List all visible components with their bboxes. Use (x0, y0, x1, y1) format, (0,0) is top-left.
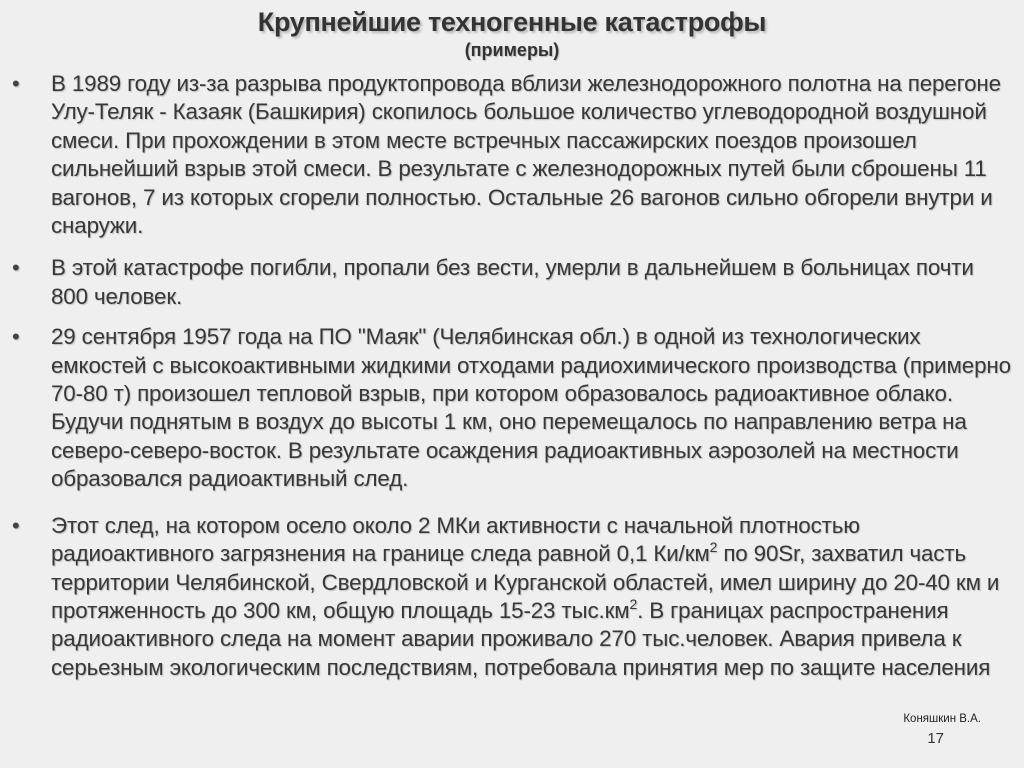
bullet-text: В 1989 году из-за разрыва продуктопровода вблизи железнодорожного полотна на перегоне Улу-Теляк - Казаяк (Башкирия) скопилось большое количество углеводородной воздушной смеси. При прохождении в этом месте встречных пассажирских поездов произошел сильнейший взрыв этой смеси. В результате с железнодорожных путей были сброшены 11 вагонов, 7 из которых сгорели полностью. Остальные 26 вагонов сильно обгорели внутри и снаружи. (51, 71, 1001, 239)
slide-subtitle: (примеры) (464, 40, 560, 60)
bullet-text: В этой катастрофе погибли, пропали без вести, умерли в дальнейшем в больницах почти 800 человек. (51, 255, 974, 309)
superscript: 2 (629, 595, 638, 612)
bullet-text: 29 сентября 1957 года на ПО "Маяк" (Челябинская обл.) в одной из технологических емкостей с высокоактивными жидкими отходами радиохимического производства (примерно 70-80 т) произошел тепловой взрыв, при котором образовалось радиоактивное облако. Будучи поднятым в воздух до высоты 1 км, оно перемещалось по направлению ветра на северо-северо-восток. В результате осаждения радиоактивных аэрозолей на местности образовался радиоактивный след. (51, 324, 1011, 492)
author-credit: Коняшкин В.А. (903, 713, 981, 725)
page-number: 17 (927, 730, 944, 747)
slide-title: Крупнейшие техногенные катастрофы (257, 7, 767, 37)
bullet-text-part: по 90Sr, захватил часть территории Челябинской, Свердловской и Курганской областей, имел ширину до 20-40 км и протяженность до 300 км, общую площадь 15-23 тыс.км (51, 541, 1000, 623)
bullet-item (8, 70, 1016, 240)
bullet-marker: • (12, 255, 20, 281)
bullet-item (8, 323, 1016, 493)
bullet-marker: • (12, 324, 20, 350)
bullet-item (8, 512, 1016, 682)
bullet-marker: • (12, 512, 20, 538)
bullet-marker: • (12, 71, 20, 96)
bullet-list (8, 70, 1016, 696)
bullet-text-part: Этот след, на котором осело около 2 МКи активности с начальной плотностью радиоактивного загрязнения на границе следа равной 0,1 Ки/км (51, 512, 860, 567)
bullet-text (51, 512, 1016, 682)
bullet-text-part: . В границах распространения радиоактивного следа на момент аварии проживало 270 тыс.человек. Авария привела к серьезным экологическим последствиям, потребовала принятия мер по защите населения (51, 597, 991, 680)
superscript: 2 (709, 539, 718, 556)
bullet-item (8, 254, 1016, 311)
